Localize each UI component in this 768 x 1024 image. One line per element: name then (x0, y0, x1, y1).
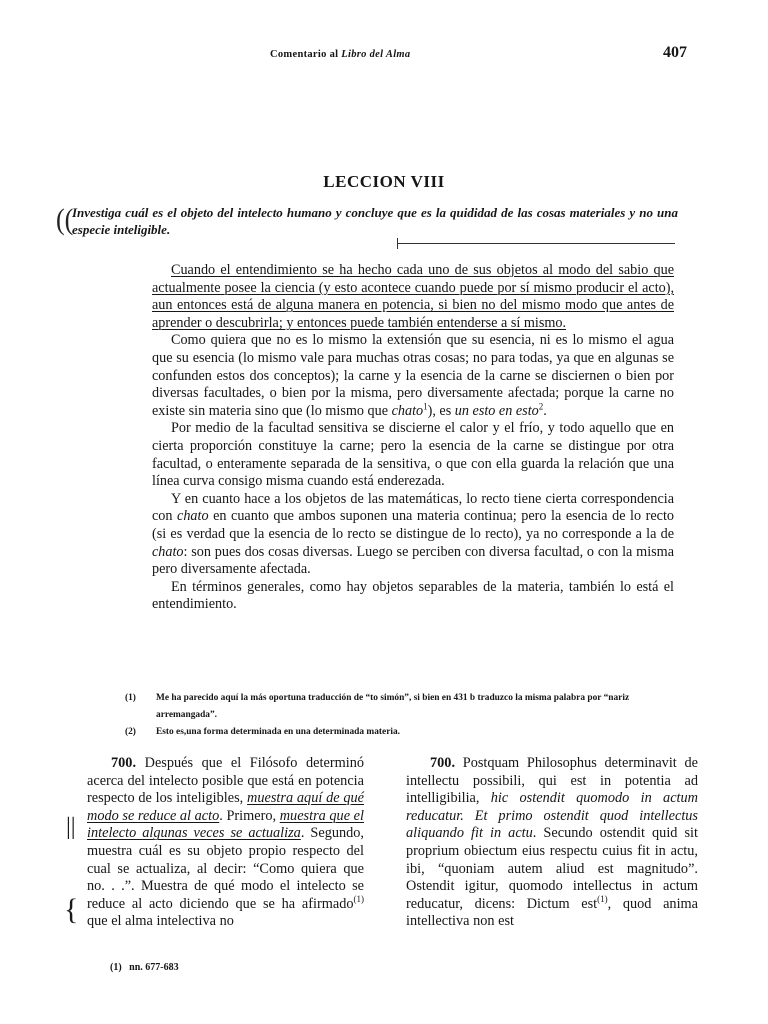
es-text-3: . Segundo, muestra cuál es su objeto propio respecto del cual se actualiza, al decir: “Como quiera que no. . .”. Muestra de qué modo el intelecto se reduce al acto diciendo que se ha afirmado (87, 825, 365, 912)
footnote-1-number: (1) (125, 693, 136, 703)
body-paragraph-2 (152, 332, 674, 420)
bottom-footnote-number: (1) (110, 962, 122, 973)
la-text-2: . Secundo ostendit quid sit proprium obiectum eius respectu cuius fit in actu, ibi, “quoniam autem aliud est magnitudo”. Ostendit igitur, quomodo intellectus in actum reducatur, dicens: Dictum est (406, 825, 699, 912)
p2-text-a: Como quiera que no es lo mismo la extensión que su esencia, ni es lo mismo el agua que su esencia (lo mismo vale para muchas otras cosas; no para todas, ya que en algunas se confunden estos dos conceptos); la carne y la esencia de la carne se disciernen o bien por diversas facultades, o bien por la misma, pero diversamente afectada; porque la carne no existe sin materia sino que (lo mismo que (152, 332, 674, 419)
p4-text-a: Y en cuanto hace a los objetos de las matemáticas, lo recto tiene cierta correspondencia con (152, 490, 674, 525)
handwritten-bracket-mark: (( (56, 202, 74, 237)
p2-text-b: ), es (427, 402, 455, 419)
body-paragraph-3: Por medio de la facultad sensitiva se discierne el calor y el frío, y todo aquello que en cierta proporción constituye la carne; pero la esencia de la carne se distingue por otra facultad, o enteramente separada de la sensitiva, o que con ella guarda la relación que una línea curva consigo misma cuando está enderezada. (152, 420, 674, 490)
p2-chato: chato (391, 402, 424, 419)
commentary-spanish (87, 755, 364, 931)
commentary-latin (406, 755, 698, 931)
commentary-spanish-paragraph (87, 755, 364, 931)
handwritten-rule (397, 243, 675, 244)
es-italic-2: muestra que el intelecto algunas veces se actualiza (87, 807, 364, 842)
body-paragraph-1-text: Cuando el entendimiento se ha hecho cada uno de sus objetos al modo del sabio que actualmente posee la ciencia (y esto acontece cuando puede por sí mismo producir el acto), aun entonces está de alguna manera en potencia, si bien no del mismo modo que antes de aprender o descubrirla; y entonces puede también entenderse a sí mismo. (152, 262, 674, 331)
p4-text-c: : son pues dos cosas diversas. Luego se perciben con diversa facultad, o con la misma pero diversamente afectada. (152, 543, 674, 578)
footnote-ref-1: 1 (423, 401, 428, 412)
footnote-2-text: Esto es,una forma determinada en una determinada materia. (156, 727, 400, 737)
translator-footnotes (125, 690, 675, 741)
lesson-title: LECCION VIII (323, 172, 445, 191)
body-paragraph-4 (152, 491, 674, 579)
p4-text-b: en cuanto que ambos suponen una materia continua; pero la esencia de lo recto (si es verdad que la esencia de lo recto se distingue de lo recto), ya no corresponde a la de (152, 508, 674, 542)
es-text-4: que el alma intelectiva no (87, 913, 234, 930)
handwritten-rule-tick (397, 238, 398, 249)
es-text-1: Después que el Filósofo determinó acerca del intelecto posible que está en potencia respecto de los inteligibles, (87, 755, 364, 807)
footnote-2 (125, 724, 675, 741)
commentary-spanish-number: 700. (111, 755, 137, 771)
es-footnote-ref: (1) (353, 893, 364, 904)
la-text-3: , quod anima intellectiva non est (406, 895, 699, 930)
es-text-2: . Primero, (219, 807, 280, 824)
running-header (0, 44, 768, 66)
footnote-2-number: (2) (125, 727, 136, 737)
body-paragraph-5: En términos generales, como hay objetos separables de la materia, también lo está el entendimiento. (152, 578, 674, 613)
running-title-book: Libro del Alma (341, 49, 411, 60)
bottom-footnote (110, 962, 179, 973)
footnote-ref-2: 2 (538, 401, 544, 412)
page-number: 407 (663, 44, 687, 61)
body-paragraph-1 (152, 262, 674, 332)
es-italic-1: muestra aquí de qué modo se reduce al acto (87, 790, 365, 824)
commentary-latin-number: 700. (430, 755, 456, 771)
la-footnote-ref: (1) (597, 893, 608, 904)
p2-text-d: . (543, 402, 547, 419)
la-text-1: Postquam Philosophus determinavit de intellectu possibili, qui est in potentia ad intelligibilia, (406, 755, 698, 807)
bottom-footnote-text: nn. 677-683 (129, 962, 179, 973)
p4-chato-2: chato (152, 543, 184, 560)
running-title (270, 49, 410, 60)
running-title-prefix: Comentario al (270, 49, 342, 60)
p2-italic-phrase: un esto en esto (454, 402, 539, 419)
footnote-1-text: Me ha parecido aquí la más oportuna traducción de “to simón”, si bien en 431 b traduzco la misma palabra por “nariz arremangada”. (156, 693, 630, 720)
aristotle-text (152, 262, 674, 614)
la-italic-1: hic ostendit quomodo in actum reducatur. Et primo ostendit quod intellectus aliquando fit in actu (406, 790, 698, 842)
footnote-1 (125, 690, 675, 724)
margin-brace-mark: { (64, 893, 79, 926)
margin-double-bar-mark: || (66, 814, 76, 840)
lesson-summary: Investiga cuál es el objeto del intelecto humano y concluye que es la quididad de las cosas materiales y no una especie inteligible. (72, 205, 678, 237)
commentary-latin-paragraph (406, 755, 698, 931)
p4-chato: chato (177, 508, 209, 525)
